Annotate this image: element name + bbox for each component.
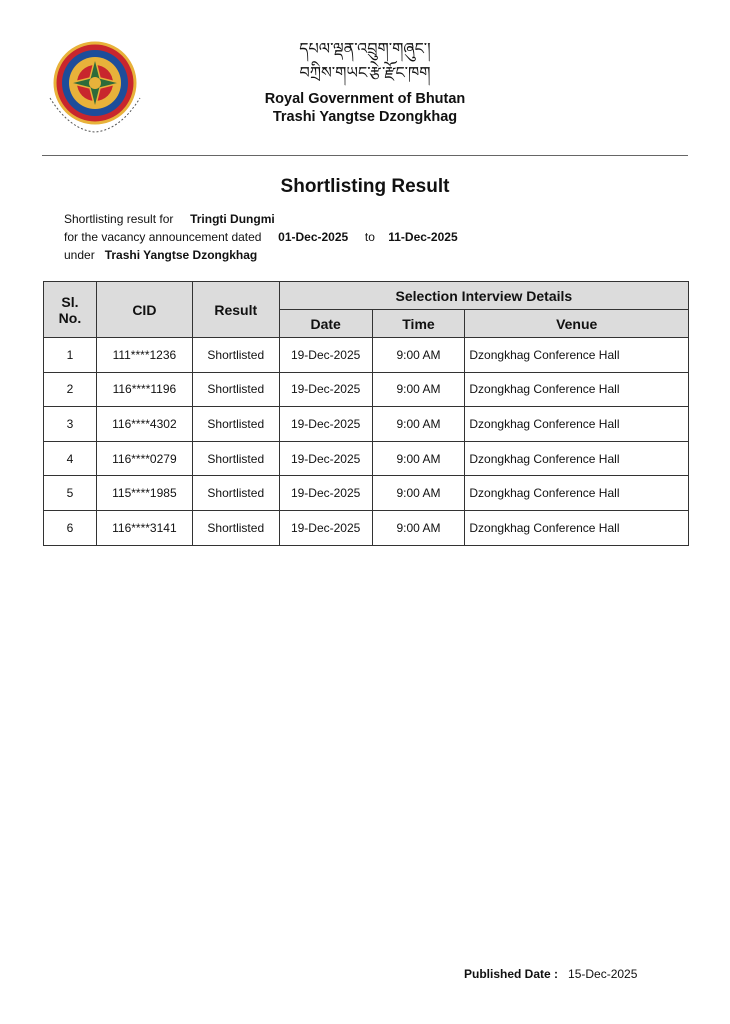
column-header-result: Result	[192, 282, 279, 338]
column-header-sl: Sl. No.	[44, 282, 97, 338]
cell-sl: 2	[44, 372, 97, 407]
announcement-label: for the vacancy announcement dated	[64, 230, 262, 244]
cell-sl: 4	[44, 441, 97, 476]
table-row	[44, 476, 689, 511]
cell-date: 19-Dec-2025	[279, 407, 372, 442]
date-from: 01-Dec-2025	[278, 230, 349, 244]
dzongkha-title-line2: བཀྲིས་གཡང་རྩེ་རྫོང་ཁག	[299, 63, 431, 82]
cell-time: 9:00 AM	[372, 476, 465, 511]
cell-sl: 5	[44, 476, 97, 511]
cell-date: 19-Dec-2025	[279, 510, 372, 545]
position-name: Tringti Dungmi	[190, 212, 275, 226]
cell-time: 9:00 AM	[372, 441, 465, 476]
published-date-value: 15-Dec-2025	[568, 967, 638, 981]
cell-time: 9:00 AM	[372, 510, 465, 545]
cell-cid: 116****1196	[96, 372, 192, 407]
cell-sl: 3	[44, 407, 97, 442]
info-line-agency	[64, 246, 257, 264]
published-date-label: Published Date :	[464, 967, 559, 981]
table-row	[44, 441, 689, 476]
cell-venue: Dzongkhag Conference Hall	[465, 441, 689, 476]
cell-cid: 116****0279	[96, 441, 192, 476]
cell-date: 19-Dec-2025	[279, 338, 372, 373]
agency-name: Trashi Yangtse Dzongkhag	[104, 248, 258, 262]
cell-cid: 116****3141	[96, 510, 192, 545]
cell-result: Shortlisted	[192, 338, 279, 373]
cell-date: 19-Dec-2025	[279, 441, 372, 476]
cell-date: 19-Dec-2025	[279, 476, 372, 511]
info-line-position	[64, 210, 275, 228]
government-name: Royal Government of Bhutan	[264, 91, 466, 107]
cell-venue: Dzongkhag Conference Hall	[465, 407, 689, 442]
cell-result: Shortlisted	[192, 510, 279, 545]
letterhead	[190, 38, 540, 126]
info-line-dates	[64, 228, 458, 246]
position-label: Shortlisting result for	[64, 212, 174, 226]
dzongkhag-name: Trashi Yangtse Dzongkhag	[272, 109, 458, 125]
cell-result: Shortlisted	[192, 407, 279, 442]
cell-cid: 116****4302	[96, 407, 192, 442]
cell-venue: Dzongkhag Conference Hall	[465, 510, 689, 545]
table-row	[44, 407, 689, 442]
cell-venue: Dzongkhag Conference Hall	[465, 338, 689, 373]
cell-cid: 111****1236	[96, 338, 192, 373]
cell-result: Shortlisted	[192, 372, 279, 407]
dzongkha-title-line1: དཔལ་ལྡན་འབྲུག་གཞུང་།	[299, 39, 431, 58]
cell-sl: 1	[44, 338, 97, 373]
cell-time: 9:00 AM	[372, 372, 465, 407]
cell-time: 9:00 AM	[372, 338, 465, 373]
under-label: under	[64, 248, 95, 262]
cell-sl: 6	[44, 510, 97, 545]
date-to: 11-Dec-2025	[388, 230, 458, 244]
table-row	[44, 510, 689, 545]
to-label: to	[364, 230, 375, 244]
column-header-time: Time	[372, 310, 465, 338]
column-header-venue: Venue	[465, 310, 689, 338]
cell-venue: Dzongkhag Conference Hall	[465, 372, 689, 407]
table-row	[44, 338, 689, 373]
cell-time: 9:00 AM	[372, 407, 465, 442]
shortlist-table	[43, 281, 689, 546]
table-row	[44, 372, 689, 407]
published-date	[464, 967, 637, 981]
column-header-date: Date	[279, 310, 372, 338]
royal-emblem-icon	[40, 38, 150, 138]
column-header-cid: CID	[96, 282, 192, 338]
page-title: Shortlisting Result	[280, 176, 450, 197]
cell-result: Shortlisted	[192, 441, 279, 476]
header-divider	[42, 155, 688, 156]
column-group-interview: Selection Interview Details	[279, 282, 688, 310]
cell-venue: Dzongkhag Conference Hall	[465, 476, 689, 511]
cell-cid: 115****1985	[96, 476, 192, 511]
cell-result: Shortlisted	[192, 476, 279, 511]
cell-date: 19-Dec-2025	[279, 372, 372, 407]
